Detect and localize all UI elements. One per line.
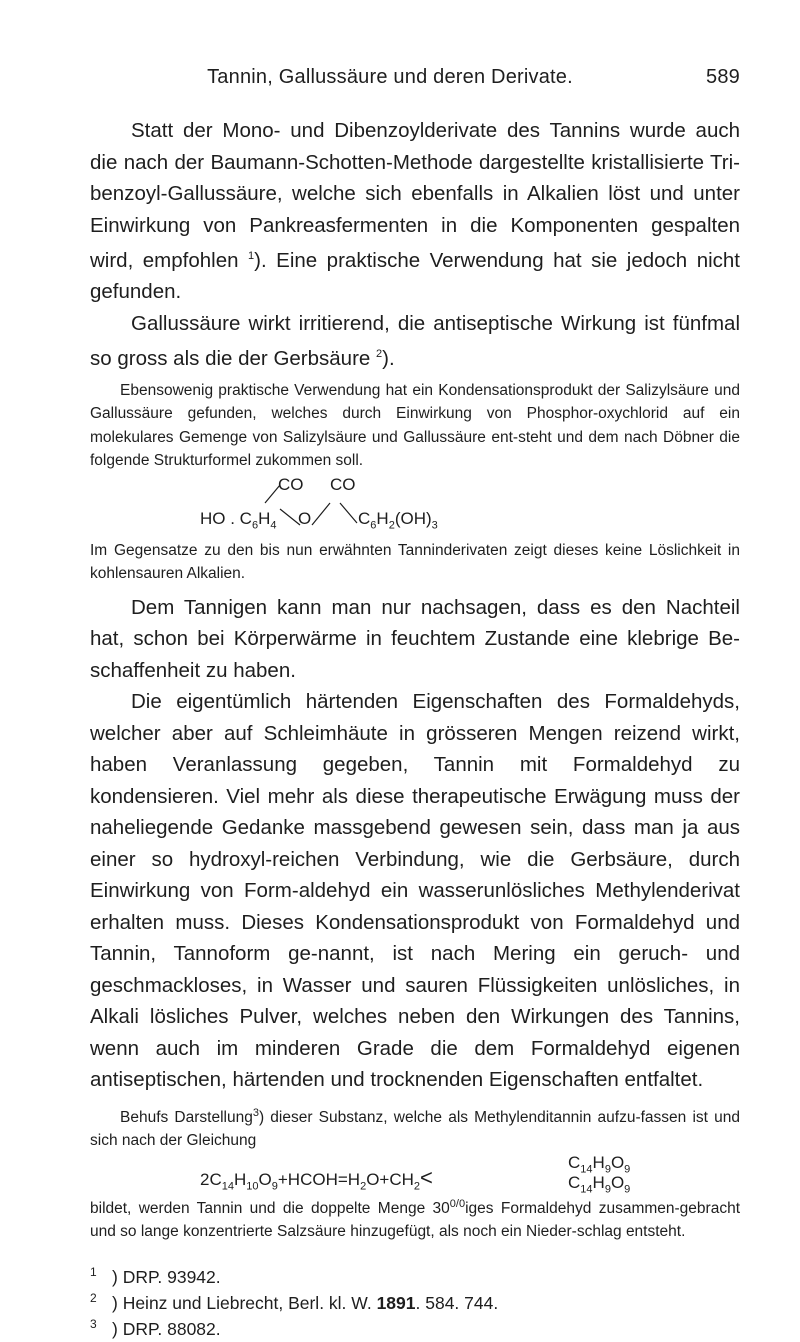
header-title: Tannin, Gallussäure und deren Derivate.: [207, 66, 573, 88]
footnote: 2 ) Heinz und Liebrecht, Berl. kl. W. 1891. 584. 744.: [90, 1290, 499, 1313]
paragraph: Statt der Mono- und Dibenzoylderivate des Tannins wurde auch die nach der Baumann-Schotten-Methode dargestellte kristallisierte Tri-benzoyl-Gallussäure, welche sich ebenfalls in Alkalien löst und unter Einwirkung von Pankreasfermenten in die Komponenten gespalten wird, empfohlen $^1$). Eine praktische Verwendung hat sie jedoch nicht gefunden.: [90, 119, 740, 304]
small-paragraph: Ebensowenig praktische Verwendung hat ein Kondensationsprodukt der Salizylsäure und Gallussäure gefunden, welches durch Einwirkung von Phosphor-oxychlorid auf ein molekulares Gemenge von Salizylsäure und Gallussäure ent-steht und dem nach Döbner die folgende Strukturformel zukommen soll.: [90, 381, 740, 470]
co-right: CO: [330, 474, 356, 494]
footnote: 1 ) DRP. 93942.: [90, 1264, 221, 1287]
small-paragraph: Behufs Darstellung$^3$) dieser Substanz, welche als Methylenditannin aufzu-fassen ist und sich nach der Gleichung: [90, 1106, 740, 1150]
small-paragraph: bildet, werden Tannin und die doppelte Menge $30^{0/0}iges$ Formaldehyd zusammen-gebracht und so lange konzentrierte Salzsäure hinzugefügt, als noch ein Nieder-schlag entsteht.: [90, 1197, 740, 1241]
main-text: [90, 115, 740, 1342]
percent-sign: 0/0: [449, 1197, 466, 1210]
equation-bottom: $C_{14}H_9O_9$: [568, 1172, 631, 1196]
footnote-ref: 2: [376, 348, 383, 361]
structure-formula: [90, 473, 740, 539]
left-group: HO . $C_6H_4$: [200, 508, 277, 532]
paragraph: Gallussäure wirkt irritierend, die antiseptische Wirkung ist fünfmal so gross als die der Gerbsäure $^2$).: [90, 311, 740, 371]
footnote-ref: 3: [252, 1106, 259, 1119]
small-paragraph: Im Gegensatze zu den bis nun erwähnten Tanninderivaten zeigt dieses keine Löslichkeit in kohlensauren Alkalien.: [90, 541, 740, 583]
page-number: 589: [706, 66, 740, 88]
footnotes: [90, 1264, 740, 1342]
bridge-oxygen: O: [298, 508, 312, 528]
co-left: CO: [278, 474, 304, 494]
paragraph: Dem Tannigen kann man nur nachsagen, dass es den Nachteil hat, schon bei Körperwärme in feuchtem Zustande eine klebrige Be-schaffenheit zu haben.: [90, 595, 740, 682]
footnote-ref: 1: [248, 250, 255, 262]
reaction-equation: [90, 1152, 740, 1196]
footnote: 3 ) DRP. 88082.: [90, 1316, 221, 1339]
paragraph: Die eigentümlich härtenden Eigenschaften des Formaldehyds, welcher aber auf Schleimhäute in grösseren Mengen reizend wirkt, haben Veranlassung gegeben, Tannin mit Formaldehyd zu kondensieren. Viel mehr als diese therapeutische Erwägung muss der naheliegende Gedanke massgebend gewesen sein, dass man ja aus einer so hydroxyl-reichen Verbindung, wie die Gerbsäure, durch Einwirkung von Form-aldehyd ein wasserunlösliches Methylenderivat erhalten muss. Dieses Kondensationsprodukt von Formaldehyd und Tannin, Tannoform ge-nannt, ist nach Mering ein geruch- und geschmackloses, in Wasser und sauren Flüssigkeiten unlösliches, in Alkali lösliches Pulver, welches neben den Wirkungen des Tannins, wenn auch im minderen Grade die dem Formaldehyd eigenen antiseptischen, härtenden und trocknenden Eigenschaften entfaltet.: [90, 690, 740, 1092]
equation-main: $2C_{14}H_{10}O_9+HCOH=H_2O+CH_2<$: [200, 1164, 433, 1193]
right-group: $C_6H_2(OH)_3$: [358, 508, 438, 532]
equation-top: $C_{14}H_9O_9$: [568, 1152, 631, 1176]
